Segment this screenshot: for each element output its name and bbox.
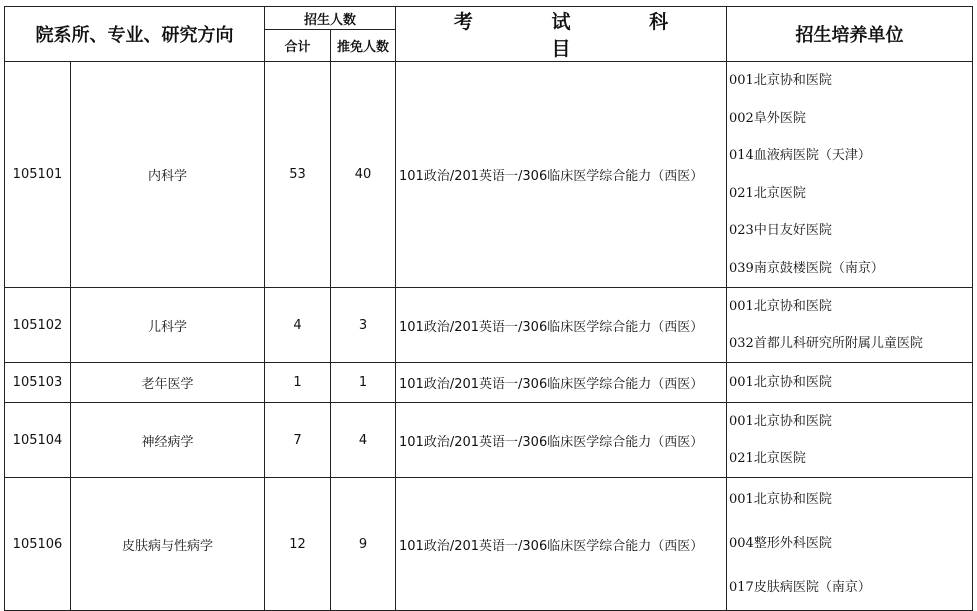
- header-dept: 院系所、专业、研究方向: [5, 7, 265, 62]
- unit-item: 039南京鼓楼医院（南京）: [729, 260, 884, 276]
- code-cell: 105102: [5, 288, 71, 363]
- exempt-cell: 3: [331, 288, 396, 363]
- units-cell: [727, 363, 973, 403]
- exempt-cell: 40: [331, 62, 396, 288]
- units-cell: [727, 288, 973, 363]
- enrollment-table: [4, 6, 973, 611]
- unit-item: 001北京协和医院: [729, 492, 832, 507]
- major-cell: 神经病学: [71, 403, 265, 478]
- unit-item: 004整形外科医院: [729, 536, 832, 551]
- unit-item: 001北京协和医院: [729, 73, 832, 88]
- exam-cell: 101政治/201英语一/306临床医学综合能力（西医）: [396, 478, 727, 611]
- table-body: [5, 62, 973, 611]
- exempt-cell: 4: [331, 403, 396, 478]
- unit-item: 002阜外医院: [729, 110, 806, 126]
- units-cell: [727, 478, 973, 611]
- exempt-cell: 1: [331, 363, 396, 403]
- unit-item: 023中日友好医院: [729, 223, 832, 238]
- unit-item: 032首都儿科研究所附属儿童医院: [729, 336, 923, 351]
- table-row: [5, 363, 973, 403]
- total-cell: 12: [265, 478, 331, 611]
- unit-item: 001北京协和医院: [729, 374, 832, 390]
- code-cell: 105104: [5, 403, 71, 478]
- major-cell: 内科学: [71, 62, 265, 288]
- code-cell: 105106: [5, 478, 71, 611]
- major-cell: 老年医学: [71, 363, 265, 403]
- major-cell: 儿科学: [71, 288, 265, 363]
- exempt-cell: 9: [331, 478, 396, 611]
- unit-item: 021北京医院: [729, 451, 806, 466]
- exam-cell: 101政治/201英语一/306临床医学综合能力（西医）: [396, 288, 727, 363]
- unit-item: 017皮肤病医院（南京）: [729, 580, 871, 595]
- major-cell: 皮肤病与性病学: [71, 478, 265, 611]
- total-cell: 53: [265, 62, 331, 288]
- table-row: [5, 62, 973, 288]
- unit-item: 001北京协和医院: [729, 414, 832, 429]
- header-unit: 招生培养单位: [727, 7, 973, 62]
- code-cell: 105103: [5, 363, 71, 403]
- table-row: [5, 288, 973, 363]
- code-cell: 105101: [5, 62, 71, 288]
- unit-item: 014血液病医院（天津）: [729, 148, 871, 163]
- units-cell: [727, 62, 973, 288]
- units-cell: [727, 403, 973, 478]
- total-cell: 7: [265, 403, 331, 478]
- header-enroll: 招生人数: [265, 7, 396, 30]
- exam-cell: 101政治/201英语一/306临床医学综合能力（西医）: [396, 363, 727, 403]
- table-row: [5, 478, 973, 611]
- unit-item: 001北京协和医院: [729, 299, 832, 314]
- table-row: [5, 403, 973, 478]
- header-total: 合计: [265, 30, 331, 62]
- exam-cell: 101政治/201英语一/306临床医学综合能力（西医）: [396, 403, 727, 478]
- header-exempt: 推免人数: [331, 30, 396, 62]
- exam-cell: 101政治/201英语一/306临床医学综合能力（西医）: [396, 62, 727, 288]
- unit-item: 021北京医院: [729, 185, 806, 201]
- total-cell: 4: [265, 288, 331, 363]
- header-exam: 考 试 科 目: [396, 7, 727, 62]
- total-cell: 1: [265, 363, 331, 403]
